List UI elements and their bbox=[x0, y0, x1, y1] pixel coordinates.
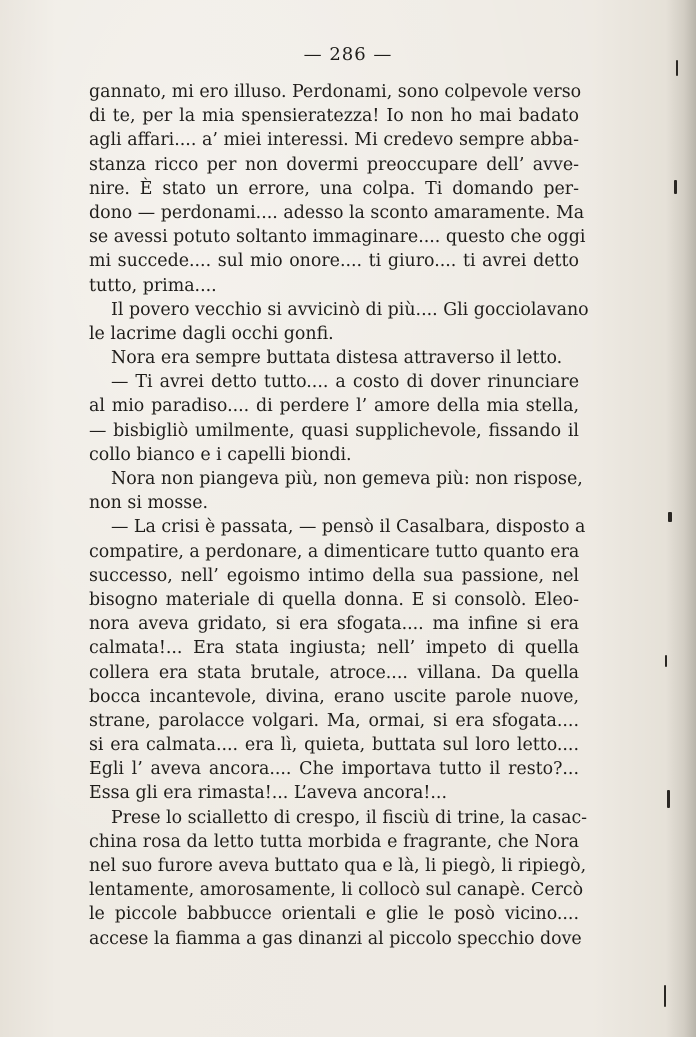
text-line: si era calmata.... era lì, quieta, buttata sul loro letto.... bbox=[89, 735, 579, 756]
print-speck bbox=[667, 790, 670, 808]
text-line: bocca incantevole, divina, erano uscite parole nuove, bbox=[89, 686, 579, 707]
text-line: gannato, mi ero illuso. Perdonami, sono colpevole verso bbox=[89, 82, 582, 102]
text-line: non si mosse. bbox=[89, 493, 209, 514]
page-number: — 286 — bbox=[303, 44, 393, 65]
text-line: successo, nell’ egoismo intimo della sua passione, nel bbox=[89, 565, 579, 586]
text-line: nel suo furore aveva buttato qua e là, li piegò, li ripiegò, bbox=[89, 856, 587, 876]
text-line: collera era stata brutale, atroce.... villana. Da quella bbox=[89, 662, 579, 683]
text-line: — La crisi è passata, — pensò il Casalbara, disposto a bbox=[111, 517, 586, 538]
text-line: bisogno materiale di quella donna. E si consolò. Eleo- bbox=[89, 589, 579, 610]
text-line: compatire, a perdonare, a dimenticare tutto quanto era bbox=[89, 541, 580, 562]
text-line: Nora non piangeva più, non gemeva più: non rispose, bbox=[111, 469, 583, 489]
text-line: le piccole babbucce orientali e glie le posò vicino.... bbox=[89, 904, 579, 925]
text-line: al mio paradiso.... di perdere l’ amore della mia stella, bbox=[89, 396, 579, 417]
text-line: Egli l’ aveva ancora.... Che importava tutto il resto?... bbox=[89, 759, 579, 780]
print-speck bbox=[665, 655, 667, 667]
text-line: Essa gli era rimasta!... L’aveva ancora!... bbox=[89, 783, 447, 804]
body-text bbox=[89, 80, 589, 951]
text-line: se avessi potuto soltanto immaginare.... questo che oggi bbox=[89, 227, 586, 248]
text-line: mi succede.... sul mio onore.... ti giuro.... ti avrei detto bbox=[89, 251, 579, 272]
text-line: Prese lo scialletto di crespo, il fisciù di trine, la casac- bbox=[111, 807, 588, 828]
text-line: Nora era sempre buttata distesa attraverso il letto. bbox=[111, 348, 563, 369]
text-line: china rosa da letto tutta morbida e fragrante, che Nora bbox=[89, 831, 579, 852]
print-speck bbox=[674, 180, 677, 194]
text-line: di te, per la mia spensieratezza! Io non ho mai badato bbox=[89, 106, 579, 127]
text-line: nora aveva gridato, si era sfogata.... ma infine si era bbox=[89, 614, 579, 635]
text-line: dono — perdonami.... adesso la sconto amaramente. Ma bbox=[89, 202, 585, 223]
text-line: tutto, prima.... bbox=[89, 275, 217, 296]
text-line: agli affari.... a’ miei interessi. Mi credevo sempre abba- bbox=[89, 130, 579, 151]
text-line: le lacrime dagli occhi gonfi. bbox=[89, 323, 334, 344]
text-line: lentamente, amorosamente, li collocò sul canapè. Cercò bbox=[89, 880, 584, 901]
print-speck bbox=[676, 60, 678, 76]
text-line: calmata!... Era stata ingiusta; nell’ impeto di quella bbox=[89, 638, 579, 659]
print-speck bbox=[664, 985, 666, 1007]
text-line: nire. È stato un errore, una colpa. Ti domando per- bbox=[89, 178, 579, 199]
text-line: — bisbigliò umilmente, quasi supplichevole, fissando il bbox=[89, 420, 579, 441]
text-line: Il povero vecchio si avvicinò di più.... Gli gocciolavano bbox=[111, 299, 589, 320]
text-line: accese la fiamma a gas dinanzi al piccolo specchio dove bbox=[89, 928, 582, 949]
text-line: collo bianco e i capelli biondi. bbox=[89, 444, 352, 465]
text-line: — Ti avrei detto tutto.... a costo di dover rinunciare bbox=[111, 372, 579, 393]
text-line: strane, parolacce volgari. Ma, ormai, si era sfogata.... bbox=[89, 710, 579, 731]
print-speck bbox=[668, 512, 672, 522]
text-line: stanza ricco per non dovermi preoccupare dell’ avve- bbox=[89, 154, 579, 175]
